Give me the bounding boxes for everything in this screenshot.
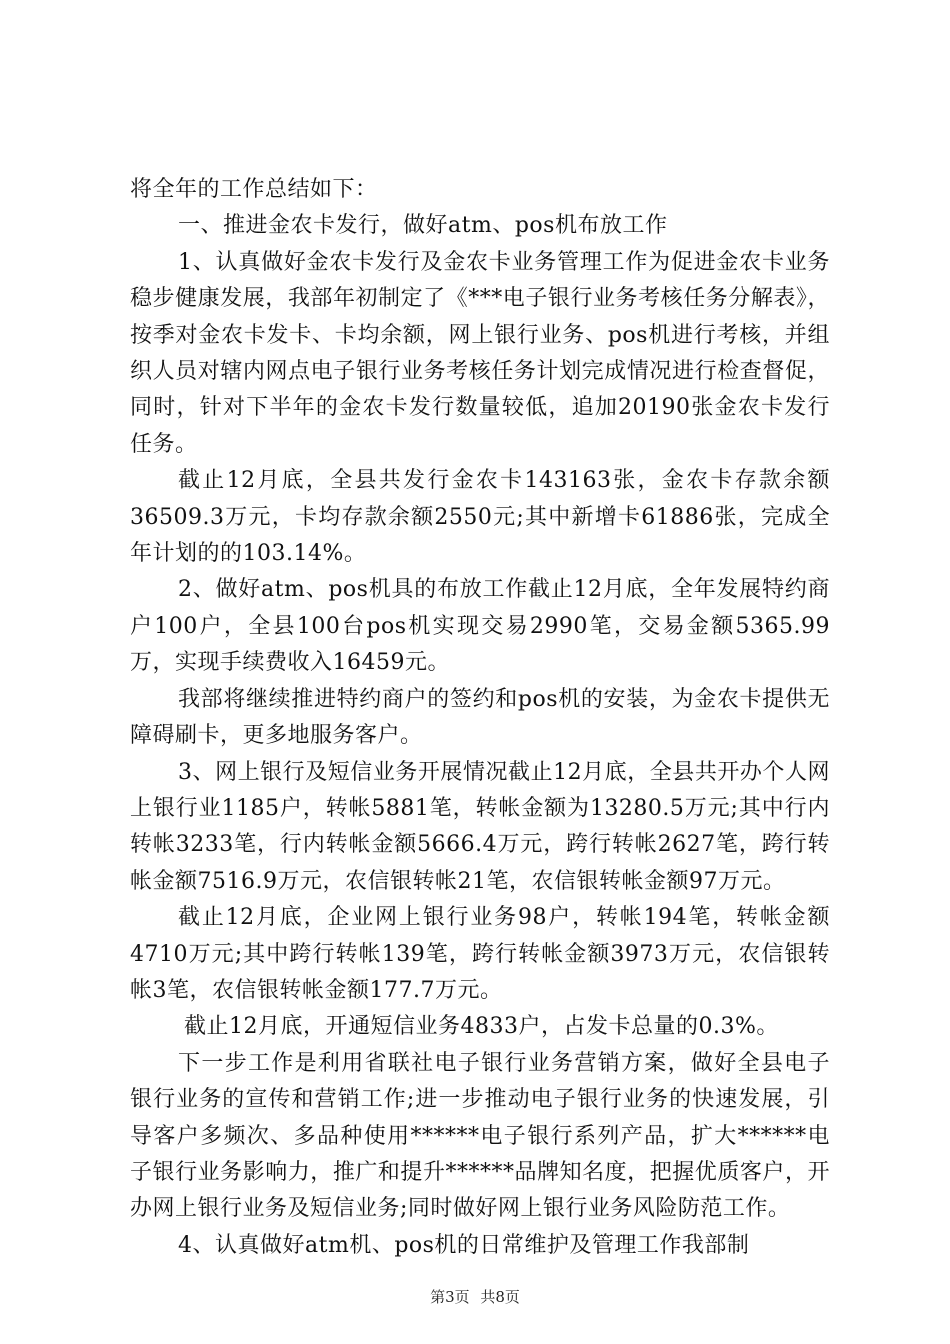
paragraph-next-steps: 下一步工作是利用省联社电子银行业务营销方案，做好全县电子银行业务的宣传和营销工作;进一步推动电子银行业务的快速发展，引导客户多频次、多品种使用******电子银行系列产品，扩大******电子银行业务影响力，推广和提升******品牌知名度，把握优质客户，开办网上银行业务及短信业务;同时做好网上银行业务风险防范工作。 [130,1050,830,1222]
page-footer [0,1286,950,1307]
paragraph-merchant-plan: 我部将继续推进特约商户的签约和pos机的安装，为金农卡提供无障碍刷卡，更多地服务客户。 [130,686,830,749]
page-total: 共8页 [480,1288,520,1306]
paragraph-online-banking: 3、网上银行及短信业务开展情况截止12月底，全县共开办个人网上银行业1185户，转帐5881笔，转帐金额为13280.5万元;其中行内转帐3233笔，行内转帐金额5666.4万元，跨行转帐2627笔，跨行转帐金额7516.9万元，农信银转帐21笔，农信银转帐金额97万元。 [130,759,830,894]
section-heading-1: 一、推进金农卡发行，做好atm、pos机布放工作 [178,213,668,239]
paragraph-pos-deployment: 2、做好atm、pos机具的布放工作截止12月底，全年发展特约商户100户，全县100台pos机实现交易2990笔，交易金额5365.99万，实现手续费收入16459元。 [130,577,830,676]
paragraph-corporate-banking: 截止12月底，企业网上银行业务98户，转帐194笔，转帐金额4710万元;其中跨行转帐139笔，跨行转帐金额3973万元，农信银转帐3笔，农信银转帐金额177.7万元。 [130,905,830,1003]
paragraph-card-stats: 截止12月底，全县共发行金农卡143163张，金农卡存款余额36509.3万元，卡均存款余额2550元;其中新增卡61886张，完成全年计划的的103.14%。 [130,468,830,567]
paragraph-sms-service: 截止12月底，开通短信业务4833户，占发卡总量的0.3%。 [184,1014,779,1040]
page-number: 第3页 [430,1288,470,1306]
document-body [130,172,830,1264]
paragraph-intro: 将全年的工作总结如下： [130,177,378,202]
paragraph-card-issuance: 1、认真做好金农卡发行及金农卡业务管理工作为促进金农卡业务稳步健康发展，我部年初制定了《***电子银行业务考核任务分解表》，按季对金农卡发卡、卡均余额，网上银行业务、pos机进行考核，并组织人员对辖内网点电子银行业务考核任务计划完成情况进行检查督促，同时，针对下半年的金农卡发行数量较低，追加20190张金农卡发行任务。 [130,249,830,457]
paragraph-maintenance: 4、认真做好atm机、pos机的日常维护及管理工作我部制 [178,1232,750,1258]
